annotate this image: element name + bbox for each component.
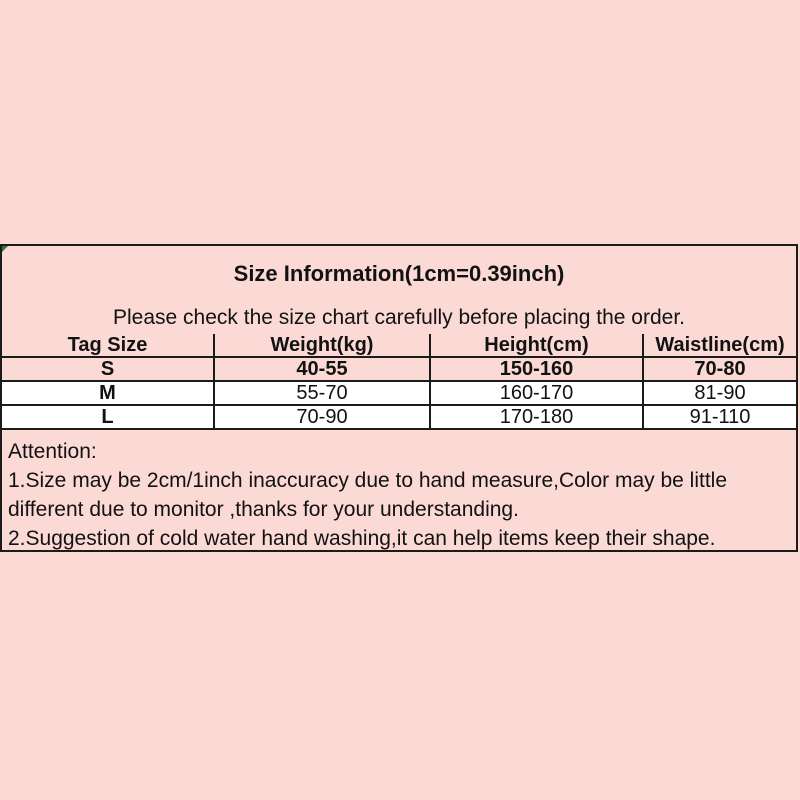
table-row-size-s	[2, 357, 796, 381]
size-table	[2, 334, 796, 430]
attention-heading: Attention:	[8, 440, 97, 463]
title-section	[2, 246, 796, 334]
cell-height: 150-160	[430, 357, 643, 381]
table-header-row	[2, 334, 796, 357]
cell-waistline: 70-80	[643, 357, 796, 381]
table-row-size-m	[2, 381, 796, 405]
cell-tag-size: S	[2, 357, 214, 381]
cell-waistline: 91-110	[643, 405, 796, 429]
size-chart-notice: Please check the size chart carefully before placing the order.	[113, 306, 685, 329]
cell-height: 170-180	[430, 405, 643, 429]
column-header-waistline: Waistline(cm)	[643, 334, 796, 357]
attention-line-1: 1.Size may be 2cm/1inch inaccuracy due to hand measure,Color may be little	[8, 469, 728, 492]
cell-tag-size: M	[2, 381, 214, 405]
cell-waistline: 81-90	[643, 381, 796, 405]
table-row-size-l	[2, 405, 796, 429]
attention-line-2: 2.Suggestion of cold water hand washing,it can help items keep their shape.	[8, 527, 716, 550]
cell-weight: 70-90	[214, 405, 430, 429]
cell-weight: 40-55	[214, 357, 430, 381]
size-chart-panel	[0, 244, 798, 552]
column-header-tag-size: Tag Size	[2, 334, 214, 357]
cell-tag-size: L	[2, 405, 214, 429]
column-header-height: Height(cm)	[430, 334, 643, 357]
corner-marker-icon	[2, 246, 8, 252]
attention-section	[2, 430, 796, 553]
cell-height: 160-170	[430, 381, 643, 405]
column-header-weight: Weight(kg)	[214, 334, 430, 357]
page-title: Size Information(1cm=0.39inch)	[233, 261, 565, 286]
attention-line-1-continued: different due to monitor ,thanks for your understanding.	[8, 498, 519, 521]
cell-weight: 55-70	[214, 381, 430, 405]
